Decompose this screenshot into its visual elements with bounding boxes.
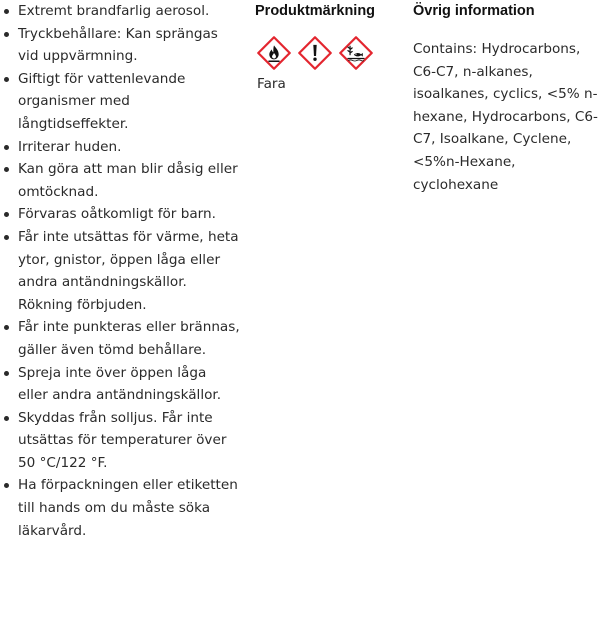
bullet-icon: [4, 325, 9, 330]
statement-text: Skyddas från solljus. Får inte utsättas för temperaturer över 50 °C/122 °F.: [18, 409, 227, 471]
bullet-icon: [4, 77, 9, 82]
bullet-icon: [4, 9, 9, 14]
statement-text: Får inte utsättas för värme, heta ytor, gnistor, öppen låga eller andra antändningskällor. Rökning förbjuden.: [18, 228, 239, 313]
bullet-icon: [4, 416, 9, 421]
list-item: [0, 407, 240, 475]
bullet-icon: [4, 167, 9, 172]
product-labeling-column: [255, 0, 395, 94]
statement-text: Får inte punkteras eller brännas, gäller även tömd behållare.: [18, 319, 240, 358]
statement-text: Irriterar huden.: [18, 138, 122, 155]
bullet-icon: [4, 371, 9, 376]
bullet-icon: [4, 145, 9, 150]
signal-word: Fara: [257, 76, 286, 92]
statement-text: Giftigt för vattenlevande organismer med långtidseffekter.: [18, 70, 186, 132]
exclamation-pictogram-icon: [298, 36, 332, 70]
statement-text: Spreja inte över öppen låga eller andra antändningskällor.: [18, 364, 222, 404]
list-item: [0, 226, 240, 316]
product-labeling-heading: Produktmärkning: [255, 3, 376, 19]
statement-text: Extremt brandfarlig aerosol.: [18, 3, 210, 19]
list-item: [0, 203, 240, 226]
flame-pictogram-icon: [257, 36, 291, 70]
statement-text: Kan göra att man blir dåsig eller omtöcknad.: [18, 161, 238, 200]
list-item: [0, 474, 240, 542]
hazard-pictograms: [257, 36, 395, 70]
hazard-statements-list: [0, 0, 240, 542]
list-item: [0, 136, 240, 159]
statement-text: Förvaras oåtkomligt för barn.: [18, 206, 216, 223]
list-item: [0, 158, 240, 203]
list-item: [0, 316, 240, 361]
list-item: [0, 362, 240, 407]
list-item: [0, 23, 240, 68]
other-information-column: [413, 0, 603, 196]
bullet-icon: [4, 483, 9, 488]
hazard-statements-column: [0, 0, 240, 542]
list-item: [0, 68, 240, 136]
statement-text: Ha förpackningen eller etiketten till hands om du måste söka läkarvård.: [18, 477, 238, 539]
contains-text: Contains: Hydrocarbons, C6-C7, n-alkanes, isoalkanes, cyclics, <5% n-hexane, Hydrocarbons, C6-C7, Isoalkane, Cyclene, <5%n-Hexane, cyclohexane: [413, 41, 598, 193]
list-item: [0, 0, 240, 23]
bullet-icon: [4, 212, 9, 217]
bullet-icon: [4, 235, 9, 240]
statement-text: Tryckbehållare: Kan sprängas vid uppvärmning.: [18, 25, 218, 65]
bullet-icon: [4, 32, 9, 37]
other-information-heading: Övrig information: [413, 3, 535, 19]
environment-pictogram-icon: [339, 36, 373, 70]
